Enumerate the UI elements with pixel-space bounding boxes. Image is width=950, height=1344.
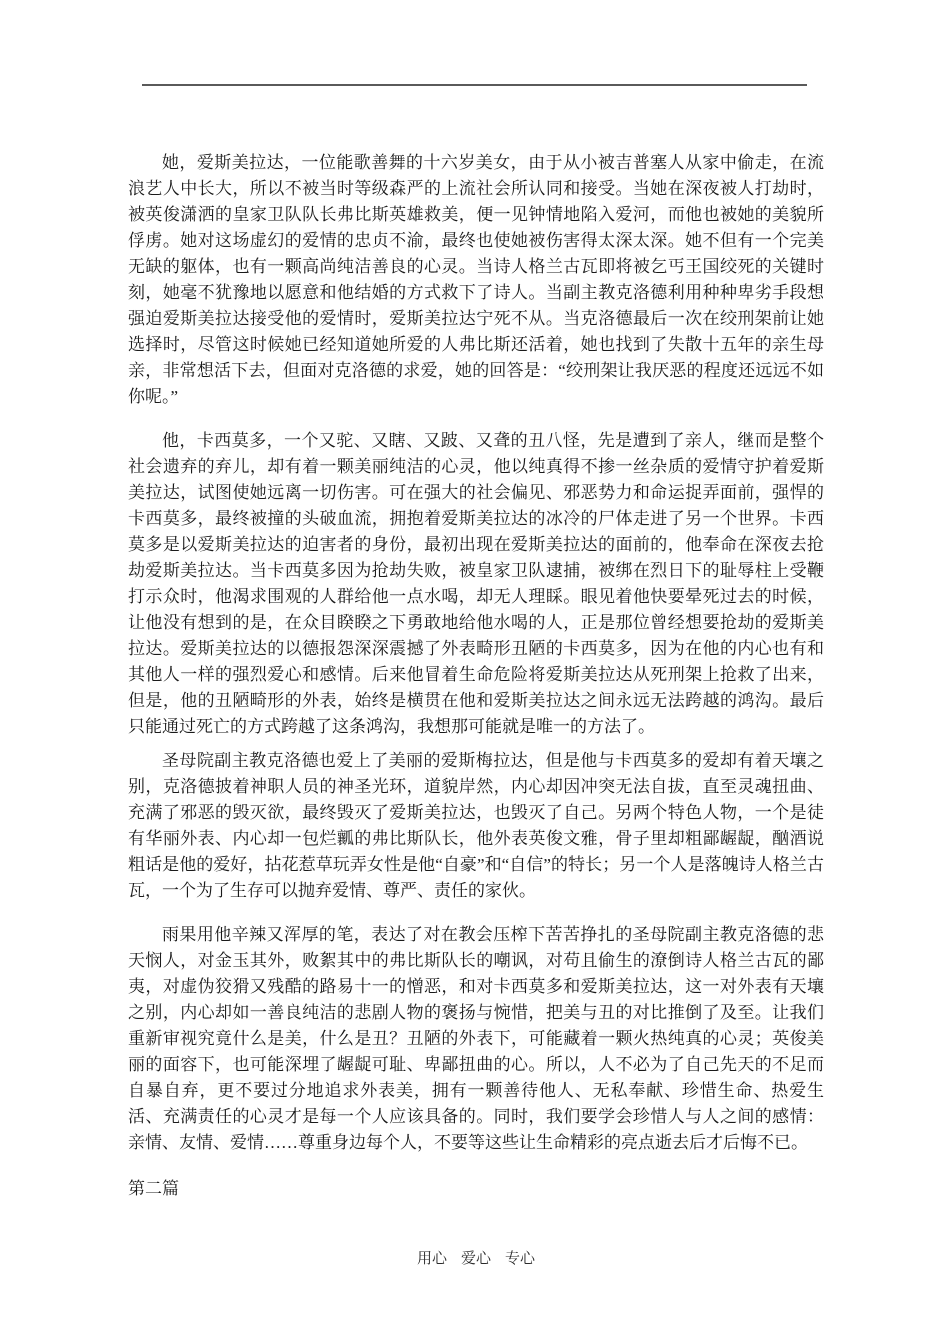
paragraph-frollo: 圣母院副主教克洛德也爱上了美丽的爱斯梅拉达，但是他与卡西莫多的爱却有着天壤之别，克洛德披着神职人员的神圣光环，道貌岸然，内心却因冲突无法自拔，直至灵魂扭曲、充满了邪恶的毁灭欲，最终毁灭了爱斯美拉达，也毁灭了自己。另两个特色人物，一个是徒有华丽外表、内心却一包烂瓤的弗比斯队长，他外表英俊文雅，骨子里却粗鄙龌龊，酗酒说粗话是他的爱好，拈花惹草玩弄女性是他“自豪”和“自信”的特长；另一个人是落魄诗人格兰古瓦，一个为了生存可以抛弃爱情、尊严、责任的家伙。 bbox=[128, 751, 824, 900]
section-label: 第二篇 bbox=[128, 1179, 179, 1198]
footer-word: 专心 bbox=[505, 1251, 536, 1267]
paragraph-quasimodo: 他，卡西莫多，一个又驼、又瞎、又跛、又聋的丑八怪，先是遭到了亲人，继而是整个社会遗弃的弃儿，却有着一颗美丽纯洁的心灵，他以纯真得不掺一丝杂质的爱情守护着爱斯美拉达，试图使她远离一切伤害。可在强大的社会偏见、邪恶势力和命运捉弄面前，强悍的卡西莫多，最终被撞的头破血流，拥抱着爱斯美拉达的冰冷的尸体走进了另一个世界。卡西莫多是以爱斯美拉达的迫害者的身份，最初出现在爱斯美拉达的面前的，他奉命在深夜去抢劫爱斯美拉达。当卡西莫多因为抢劫失败，被皇家卫队逮捕，被绑在烈日下的耻辱柱上受鞭打示众时，他渴求围观的人群给他一点水喝，却无人理睬。眼见着他快要晕死过去的时候，让他没有想到的是，在众目睽睽之下勇敢地给他水喝的人，正是那位曾经想要抢劫的爱斯美拉达。爱斯美拉达的以德报怨深深震撼了外表畸形丑陋的卡西莫多，因为在他的内心也有和其他人一样的强烈爱心和感情。后来他冒着生命危险将爱斯美拉达从死刑架上抢救了出来，但是，他的丑陋畸形的外表，始终是横贯在他和爱斯美拉达之间永远无法跨越的鸿沟。最后只能通过死亡的方式跨越了这条鸿沟，我想那可能就是唯一的方法了。 bbox=[128, 431, 824, 736]
paragraph-conclusion: 雨果用他辛辣又浑厚的笔，表达了对在教会压榨下苦苦挣扎的圣母院副主教克洛德的悲天悯人，对金玉其外，败絮其中的弗比斯队长的嘲讽，对苟且偷生的潦倒诗人格兰古瓦的鄙夷，对虚伪狡猾又残酷的路易十一的憎恶，和对卡西莫多和爱斯美拉达，这一对外表有天壤之别，内心却如一善良纯洁的悲剧人物的褒扬与惋惜，把美与丑的对比推倒了及至。让我们重新审视究竟什么是美，什么是丑？丑陋的外表下，可能藏着一颗火热纯真的心灵；英俊美丽的面容下，也可能深埋了龌龊可耻、卑鄙扭曲的心。所以，人不必为了自己先天的不足而自暴自弃，更不要过分地追求外表美，拥有一颗善待他人、无私奉献、珍惜生命、热爱生活、充满责任的心灵才是每一个人应该具备的。同时，我们要学会珍惜人与人之间的感情：亲情、友情、爱情……尊重身边每个人，不要等这些让生命精彩的亮点逝去后才后悔不已。 bbox=[128, 925, 824, 1152]
footer-word: 用心 bbox=[416, 1251, 447, 1267]
footer-word: 爱心 bbox=[460, 1251, 491, 1267]
header-rule bbox=[142, 84, 807, 86]
paragraph-esmeralda: 她，爱斯美拉达，一位能歌善舞的十六岁美女，由于从小被吉普塞人从家中偷走，在流浪艺人中长大，所以不被当时等级森严的上流社会所认同和接受。当她在深夜被人打劫时，被英俊潇洒的皇家卫队队长弗比斯英雄救美，便一见钟情地陷入爱河，而他也被她的美貌所俘虏。她对这场虚幻的爱情的忠贞不渝，最终也使她被伤害得太深太深。她不但有一个完美无缺的躯体，也有一颗高尚纯洁善良的心灵。当诗人格兰古瓦即将被乞丐王国绞死的关键时刻，她毫不犹豫地以愿意和他结婚的方式救下了诗人。当副主教克洛德利用种种卑劣手段想强迫爱斯美拉达接受他的爱情时，爱斯美拉达宁死不从。当克洛德最后一次在绞刑架前让她选择时，尽管这时候她已经知道她所爱的人弗比斯还活着，她也找到了失散十五年的亲生母亲，非常想活下去，但面对克洛德的求爱，她的回答是：“绞刑架让我厌恶的程度还远远不如你呢。” bbox=[128, 153, 824, 406]
page-footer bbox=[128, 1248, 824, 1270]
